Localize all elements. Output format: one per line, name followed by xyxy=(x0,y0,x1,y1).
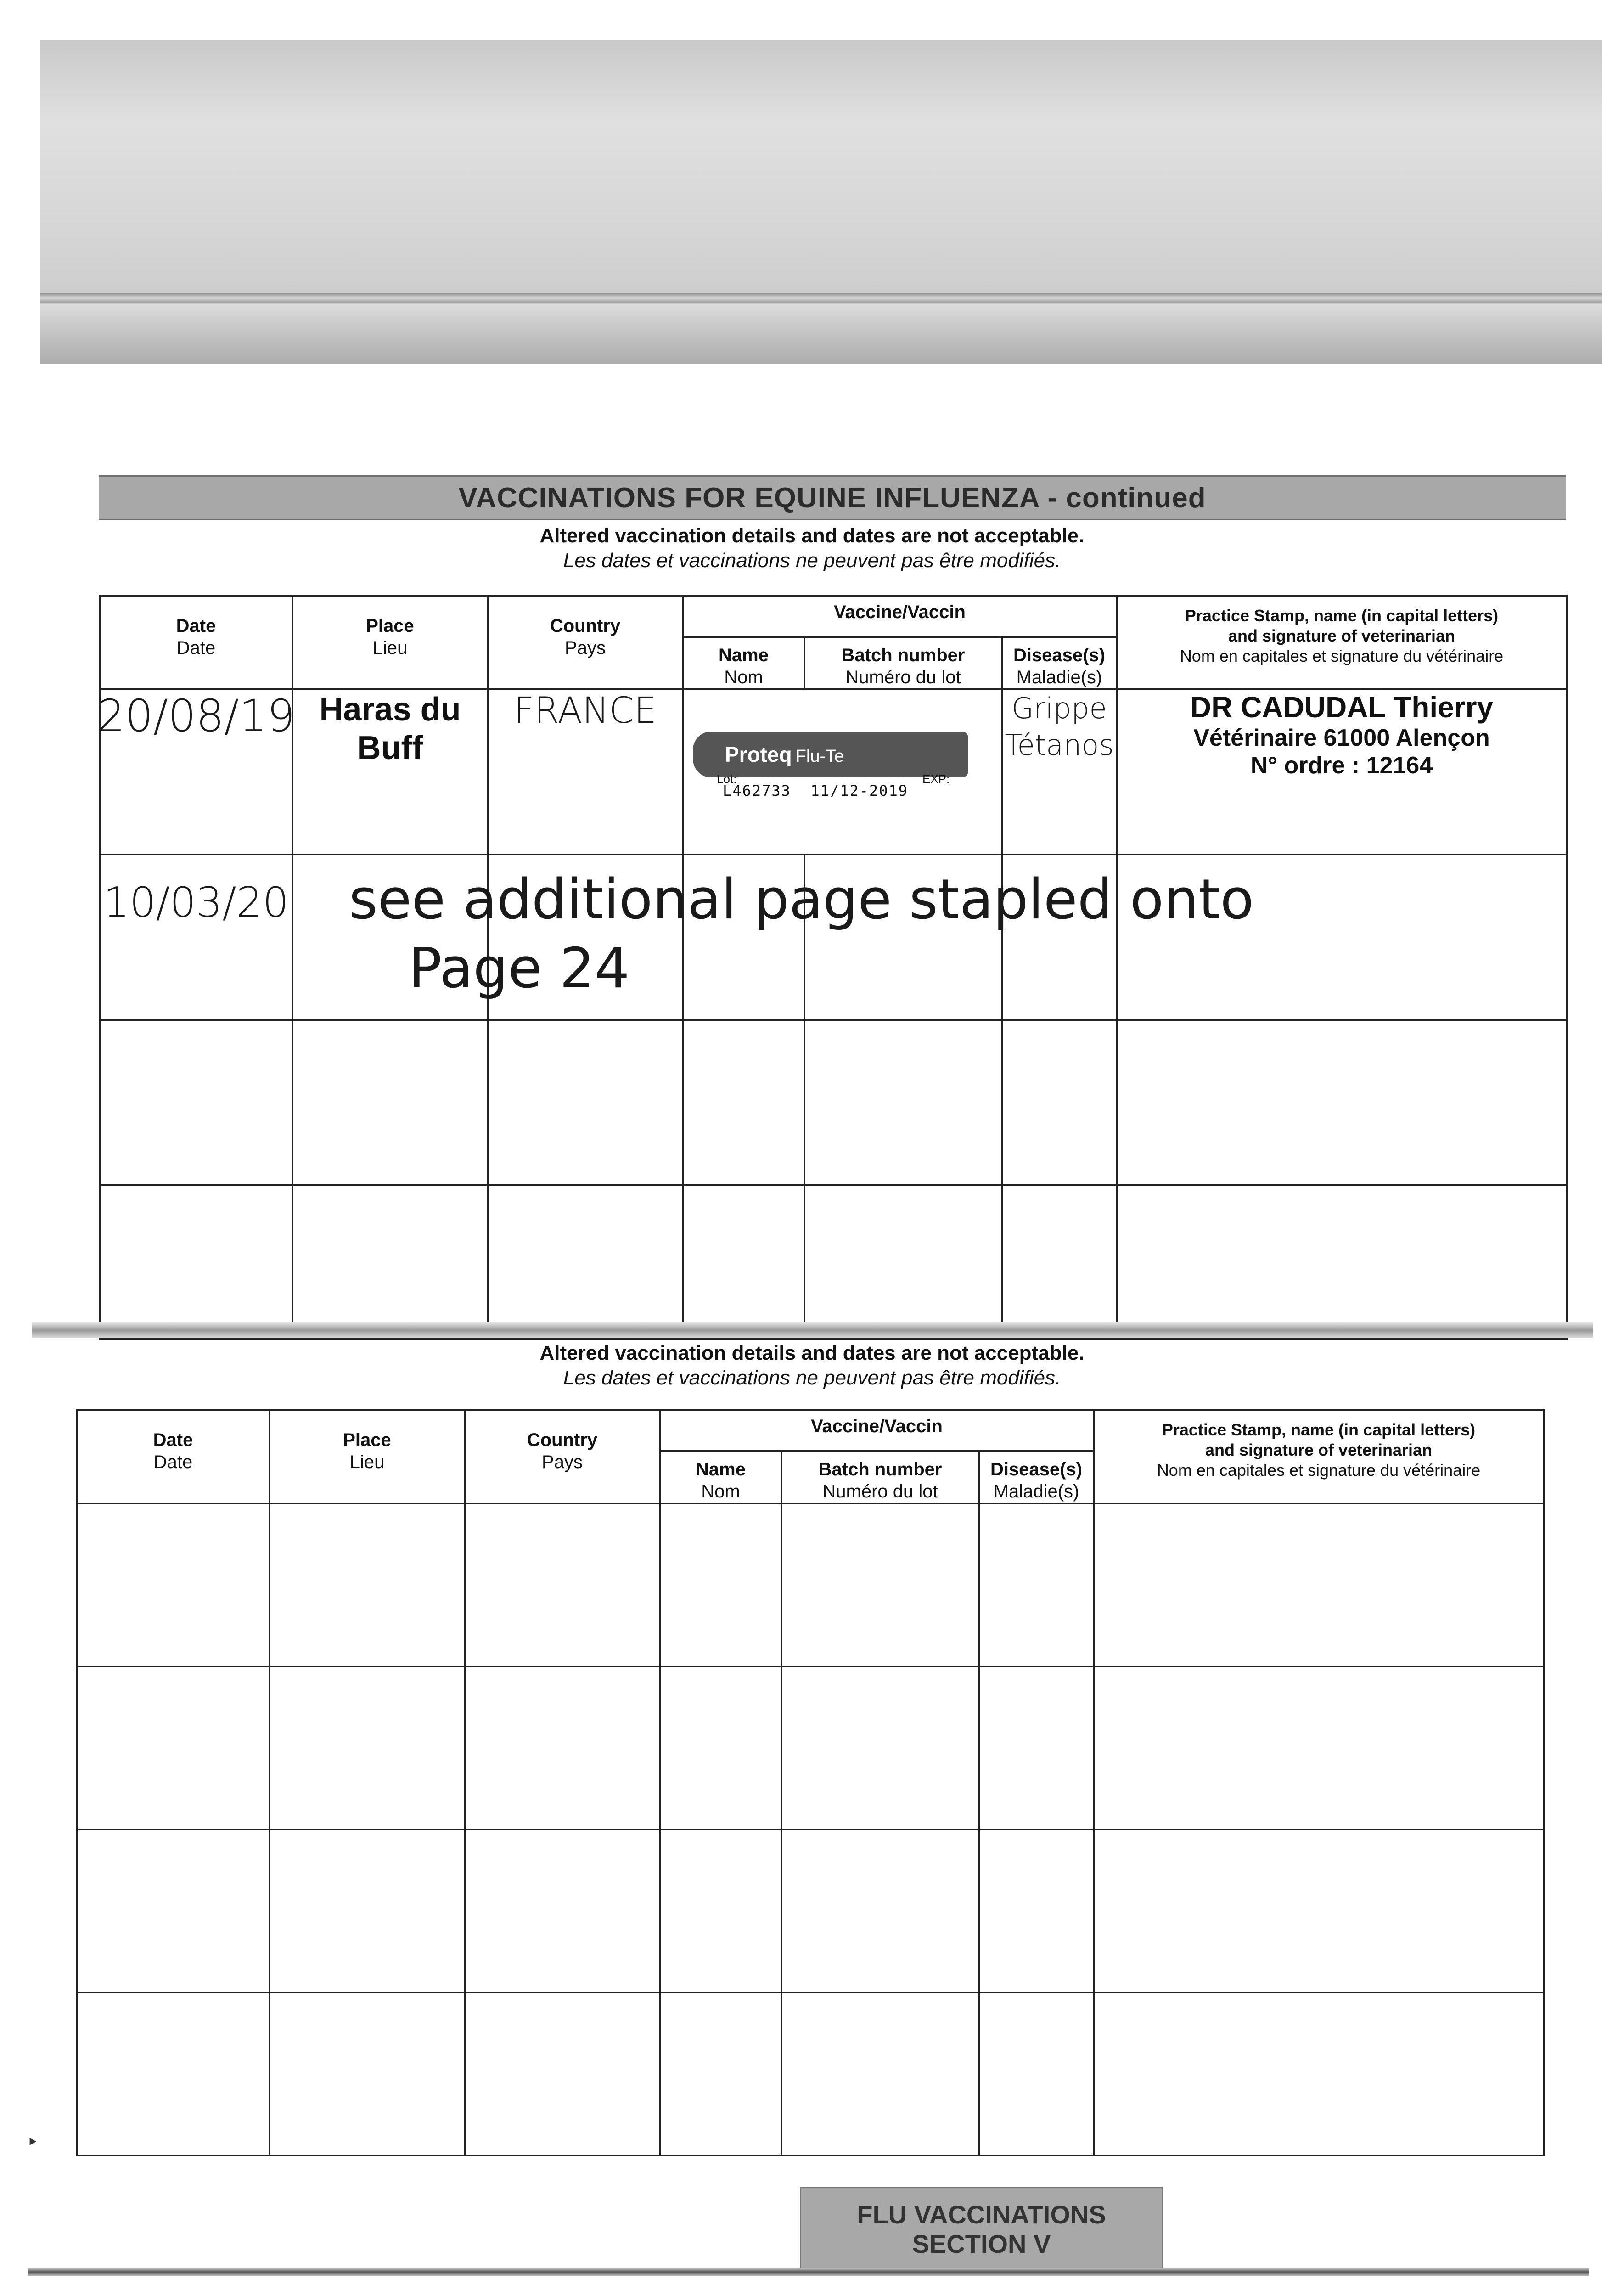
entry1-place-line1: Haras du xyxy=(319,691,461,728)
vaccine-sticker-brand: Proteq Flu-Te xyxy=(693,732,968,777)
vet-address: Vétérinaire 61000 Alençon xyxy=(1193,725,1490,751)
bottom-page-edge xyxy=(28,2268,1589,2276)
vaccination-table-lower xyxy=(76,1409,1545,2156)
entry1-country-cell xyxy=(488,689,683,855)
entry2-date-cell xyxy=(100,855,292,1020)
entry1-country: FRANCE xyxy=(513,690,657,732)
notice-lower xyxy=(0,1341,1624,1390)
sticker-lot-label: Lot: xyxy=(717,772,737,786)
margin-mark: ‣ xyxy=(27,2131,39,2154)
entry1-place-line2: Buff xyxy=(357,730,423,766)
notice-fr: Les dates et vaccinations ne peuvent pas être modifiés. xyxy=(563,1367,1061,1389)
header-vaccine: Vaccine/Vaccin xyxy=(660,1410,1094,1451)
header-vaccine-name: Name Nom xyxy=(660,1451,781,1503)
table-row xyxy=(77,1503,1544,1666)
section-tab xyxy=(800,2187,1163,2272)
header-batch: Batch number Numéro du lot xyxy=(781,1451,979,1503)
section-tab-line2: SECTION V xyxy=(912,2229,1051,2258)
notice-fr: Les dates et vaccinations ne peuvent pas être modifiés. xyxy=(563,549,1061,572)
header-vaccine-name: Name Nom xyxy=(683,637,804,689)
header-country: Country Pays xyxy=(465,1410,660,1503)
header-disease: Disease(s) Maladie(s) xyxy=(979,1451,1094,1503)
header-place: Place Lieu xyxy=(270,1410,465,1503)
entry1-date-cell xyxy=(97,689,295,855)
notice-en: Altered vaccination details and dates are not acceptable. xyxy=(539,1342,1085,1364)
table-row xyxy=(77,1666,1544,1829)
scan-shadow xyxy=(40,304,1602,364)
header-date: Date Date xyxy=(100,596,292,689)
entry2-date: 10/03/20 xyxy=(103,878,289,927)
header-date: Date Date xyxy=(77,1410,270,1503)
banner-title: VACCINATIONS FOR EQUINE INFLUENZA - continued xyxy=(458,482,1206,514)
table-row xyxy=(100,1185,1567,1339)
entry1-place-cell xyxy=(292,689,488,855)
header-disease: Disease(s) Maladie(s) xyxy=(1002,637,1117,689)
entry1-disease-line1: Grippe xyxy=(1011,692,1107,725)
table-row xyxy=(100,1020,1567,1185)
entry1-date: 20/08/19 xyxy=(97,690,295,742)
section-banner xyxy=(99,475,1566,520)
vet-order-number: N° ordre : 12164 xyxy=(1250,752,1433,779)
table-row xyxy=(77,1992,1544,2155)
handwritten-note-line2: Page 24 xyxy=(409,937,630,1001)
table-row xyxy=(100,689,1567,855)
entry1-disease-cell xyxy=(1002,689,1117,855)
table-row xyxy=(77,1829,1544,1992)
scanned-top-overlap xyxy=(40,40,1602,364)
header-place: Place Lieu xyxy=(292,596,488,689)
handwritten-note-line1: see additional page stapled onto xyxy=(349,868,1254,932)
paper-fold-line xyxy=(40,293,1602,303)
header-vaccine: Vaccine/Vaccin xyxy=(683,596,1117,637)
notice-upper xyxy=(0,523,1624,573)
header-batch: Batch number Numéro du lot xyxy=(804,637,1002,689)
header-stamp: Practice Stamp, name (in capital letters) and signature of veterinarian Nom en capitales et signature du vétérinaire xyxy=(1117,596,1567,689)
header-stamp: Practice Stamp, name (in capital letters) and signature of veterinarian Nom en capitales et signature du vétérinaire xyxy=(1094,1410,1544,1503)
entry1-disease-line2: Tétanos xyxy=(1005,728,1114,762)
vet-name: DR CADUDAL Thierry xyxy=(1190,691,1494,724)
entry1-vaccine-label-cell xyxy=(683,689,1002,855)
entry1-stamp-cell xyxy=(1117,689,1567,855)
header-country: Country Pays xyxy=(488,596,683,689)
page-overlap-edge xyxy=(32,1322,1593,1338)
vet-stamp xyxy=(1118,690,1566,779)
notice-en: Altered vaccination details and dates are not acceptable. xyxy=(539,524,1085,547)
sticker-exp-label: EXP: xyxy=(922,772,950,786)
sticker-lot-number: L462733 11/12-2019 xyxy=(723,782,909,799)
vaccination-table-upper xyxy=(99,595,1568,1340)
section-tab-line1: FLU VACCINATIONS xyxy=(857,2200,1106,2229)
